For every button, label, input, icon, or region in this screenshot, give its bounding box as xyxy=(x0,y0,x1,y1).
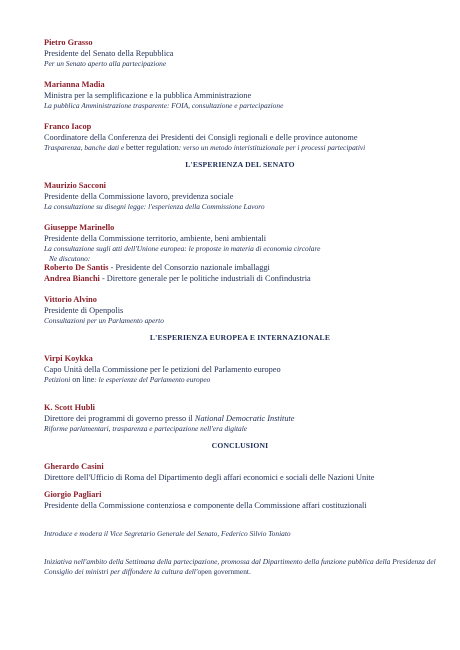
speaker-role: Presidente della Commissione territorio, ambiente, beni ambientali xyxy=(44,233,267,243)
speaker-role: Presidente della Commissione contenziosa e componente della Commissione affari costituzionali xyxy=(44,500,367,510)
speaker-role: Presidente del Senato della Repubblica xyxy=(44,48,174,58)
speaker-name: Franco Iacop xyxy=(44,122,92,131)
section-heading-senato: L'ESPERIENZA DEL SENATO xyxy=(185,160,295,169)
speaker-name: Maurizio Sacconi xyxy=(44,181,106,190)
speaker-talk: Per un Senato aperto alla partecipazione xyxy=(44,59,167,68)
speaker-marinello xyxy=(44,223,436,284)
discussants-label: Ne discutono: xyxy=(49,254,91,263)
speaker-talk: Riforme parlamentari, trasparenza e partecipazione nell'era digitale xyxy=(44,424,248,433)
speaker-talk: La consultazione sugli atti dell'Unione europea: le proposte in materia di economia circolare xyxy=(44,244,321,253)
speaker-role: Ministra per la semplificazione e la pubblica Amministrazione xyxy=(44,90,252,100)
speaker-koykka xyxy=(44,354,436,385)
speaker-talk: Petizioni on line: le esperienze del Parlamento europeo xyxy=(44,375,211,384)
speaker-talk: La pubblica Amministrazione trasparente: FOIA, consultazione e partecipazione xyxy=(44,101,284,110)
speaker-pagliari xyxy=(44,490,436,511)
speaker-role: Capo Unità della Commissione per le petizioni del Parlamento europeo xyxy=(44,364,281,374)
speaker-role: Presidente di Openpolis xyxy=(44,305,124,315)
footer-note: Iniziativa nell'ambito della Settimana della partecipazione, promossa dal Dipartimento della funzione pubblica della Presidenza del Consiglio dei ministri per diffondere la cultura dell'open government. xyxy=(44,557,436,576)
speaker-talk: Consultazioni per un Parlamento aperto xyxy=(44,316,164,325)
moderator-note: Introduce e modera il Vice Segretario Generale del Senato, Federico Silvio Toniato xyxy=(44,529,291,538)
speaker-grasso xyxy=(44,38,436,69)
speaker-role: Direttore dell'Ufficio di Roma del Dipartimento degli affari economici e sociali delle Nazioni Unite xyxy=(44,472,375,482)
speaker-role: Presidente della Commissione lavoro, previdenza sociale xyxy=(44,191,234,201)
speaker-name: Marianna Madia xyxy=(44,80,105,89)
speaker-sacconi xyxy=(44,181,436,212)
discussant-bianchi: Andrea Bianchi - Direttore generale per le politiche industriali di Confindustria xyxy=(44,273,311,283)
speaker-name: Giorgio Pagliari xyxy=(44,490,102,499)
speaker-madia xyxy=(44,80,436,111)
section-heading-conclusioni: CONCLUSIONI xyxy=(211,441,269,450)
speaker-hubli xyxy=(44,403,436,434)
speaker-name: Vittorio Alvino xyxy=(44,295,97,304)
speaker-role: Coordinatore della Conferenza dei Presidenti dei Consigli regionali e delle province autonome xyxy=(44,132,358,142)
speaker-iacop xyxy=(44,122,436,153)
speaker-alvino xyxy=(44,295,436,326)
speaker-name: Gherardo Casini xyxy=(44,462,104,471)
speaker-name: Giuseppe Marinello xyxy=(44,223,115,232)
speaker-talk: Trasparenza, banche dati e better regulation: verso un metodo interistituzionale per i processi partecipativi xyxy=(44,143,366,152)
section-heading-europa: L'ESPERIENZA EUROPEA E INTERNAZIONALE xyxy=(149,333,331,342)
discussant-desantis: Roberto De Santis - Presidente del Consorzio nazionale imballaggi xyxy=(44,263,270,272)
speaker-name: Virpi Koykka xyxy=(44,354,93,363)
speaker-role: Direttore dei programmi di governo presso il National Democratic Institute xyxy=(44,413,295,423)
speaker-name: Pietro Grasso xyxy=(44,38,93,47)
speaker-casini xyxy=(44,462,436,483)
speaker-talk: La consultazione su disegni legge: l'esperienza della Commissione Lavoro xyxy=(44,202,265,211)
programme-page xyxy=(44,38,436,577)
speaker-name: K. Scott Hubli xyxy=(44,403,95,412)
